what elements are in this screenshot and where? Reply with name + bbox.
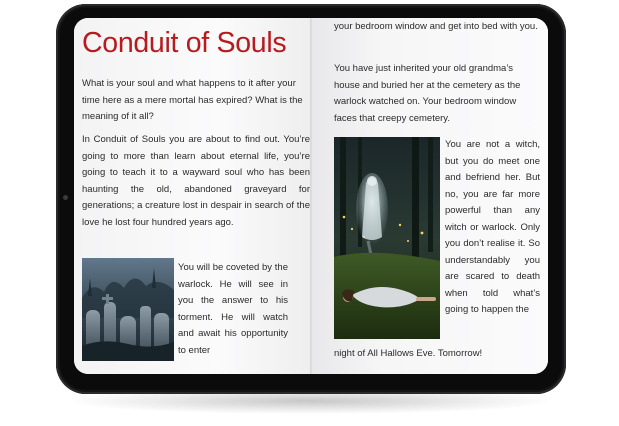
left-paragraph-1: What is your soul and what happens to it after your time here as a mere mortal has expired? What is the meaning of it all?	[82, 78, 303, 122]
ghost-girl-image	[334, 137, 440, 339]
right-paragraph-2: You have just inherited your old grandma’s house and buried her at the cemetery as the warlock watched on. Your bedroom window faces that creepy cemetery.	[334, 63, 521, 124]
front-camera	[63, 195, 68, 200]
right-page[interactable]	[312, 18, 548, 374]
right-paragraph-3: You are not a witch, but you do meet one and befriend her. But no, you are far more powerful than any witch or warlock. Only you don’t realise it. So understandably you are scared to death when told what’s going to happen the	[445, 139, 540, 315]
right-paragraph-1: your bedroom window and get into bed with you.	[334, 21, 538, 32]
right-paragraph-4: night of All Hallows Eve. Tomorrow!	[334, 348, 483, 359]
graveyard-image	[82, 258, 174, 361]
left-paragraph-2: In Conduit of Souls you are about to find out. You’re going to more than learn about eternal life, you’re going to teach it to a wayward soul who has been haunting the old, abandoned graveyard for generations; a creature lost in despair in search of the love he lost four hundred years ago.	[82, 134, 310, 228]
left-paragraph-3: You will be coveted by the warlock. He will see in you the answer to his torment. He will watch and await his opportunity to enter	[178, 262, 288, 356]
ebook-screen	[74, 18, 548, 374]
left-page[interactable]	[74, 18, 312, 374]
book-title: Conduit of Souls	[82, 27, 287, 59]
